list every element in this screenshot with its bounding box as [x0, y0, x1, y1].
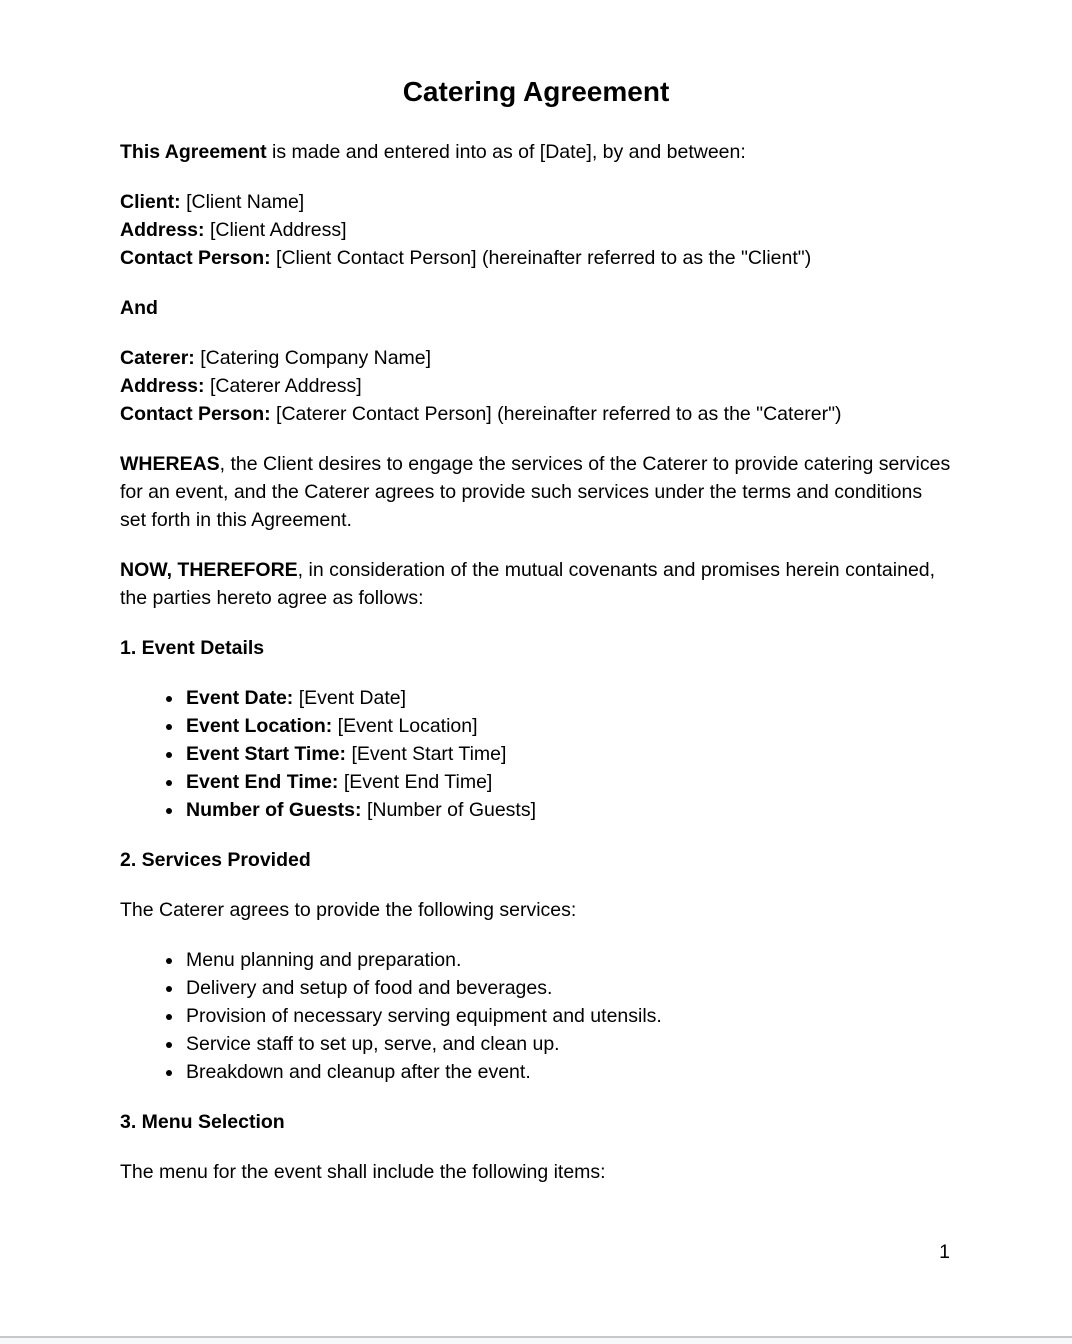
client-address-value: [Client Address] — [204, 219, 347, 241]
client-block — [120, 188, 952, 272]
event-date-value: [Event Date] — [293, 687, 407, 709]
client-contact-line — [120, 244, 952, 272]
client-name-line — [120, 188, 952, 216]
page-bottom-edge — [0, 1336, 1072, 1344]
section-heading-event-details: 1. Event Details — [120, 637, 265, 659]
client-contact-value: [Client Contact Person] (hereinafter referred to as the "Client") — [270, 247, 812, 269]
caterer-contact-line — [120, 400, 952, 428]
list-item — [184, 796, 952, 824]
caterer-contact-value: [Caterer Contact Person] (hereinafter referred to as the "Caterer") — [270, 403, 842, 425]
list-item — [184, 768, 952, 796]
page-number: 1 — [939, 1241, 950, 1263]
caterer-name-line — [120, 344, 952, 372]
connector-and: And — [120, 297, 158, 319]
client-address-label: Address: — [120, 219, 205, 241]
caterer-address-label: Address: — [120, 375, 205, 397]
list-item — [184, 712, 952, 740]
caterer-value: [Catering Company Name] — [194, 347, 432, 369]
intro-paragraph — [120, 138, 952, 166]
list-item: • Service staff to set up, serve, and clean up. — [184, 1030, 952, 1058]
services-list — [120, 946, 952, 1086]
intro-text: is made and entered into as of [Date], by and between: — [266, 141, 746, 163]
whereas-paragraph — [120, 450, 952, 534]
caterer-address-value: [Caterer Address] — [204, 375, 362, 397]
client-label: Client: — [120, 191, 181, 213]
document-title: Catering Agreement — [402, 76, 670, 107]
list-item — [184, 740, 952, 768]
event-details-list — [120, 684, 952, 824]
list-item — [184, 684, 952, 712]
list-item: • Menu planning and preparation. — [184, 946, 952, 974]
number-of-guests-label: Number of Guests: — [186, 799, 362, 821]
caterer-address-line — [120, 372, 952, 400]
intro-bold-lead: This Agreement — [120, 141, 267, 163]
now-therefore-text: , in consideration of the mutual covenants and promises herein contained, the parties hereto agree as follows: — [120, 559, 936, 609]
caterer-block — [120, 344, 952, 428]
event-start-time-label: Event Start Time: — [186, 743, 347, 765]
event-end-time-value: [Event End Time] — [338, 771, 493, 793]
event-start-time-value: [Event Start Time] — [346, 743, 507, 765]
whereas-bold-lead: WHEREAS — [120, 453, 220, 475]
client-contact-label: Contact Person: — [120, 247, 271, 269]
list-item: • Provision of necessary serving equipment and utensils. — [184, 1002, 952, 1030]
caterer-contact-label: Contact Person: — [120, 403, 271, 425]
now-therefore-bold-lead: NOW, THEREFORE — [120, 559, 298, 581]
client-address-line — [120, 216, 952, 244]
section-heading-menu-selection: 3. Menu Selection — [120, 1111, 285, 1133]
section-heading-services-provided: 2. Services Provided — [120, 849, 311, 871]
event-location-label: Event Location: — [186, 715, 333, 737]
caterer-label: Caterer: — [120, 347, 195, 369]
event-location-value: [Event Location] — [332, 715, 478, 737]
whereas-text: , the Client desires to engage the services of the Caterer to provide catering services for an event, and the Caterer agrees to provide such services under the terms and conditions set forth in this Agreement. — [120, 453, 951, 531]
client-value: [Client Name] — [180, 191, 305, 213]
event-date-label: Event Date: — [186, 687, 294, 709]
now-therefore-paragraph — [120, 556, 952, 612]
list-item: • Delivery and setup of food and beverages. — [184, 974, 952, 1002]
services-intro-paragraph: The Caterer agrees to provide the following services: — [120, 899, 577, 921]
number-of-guests-value: [Number of Guests] — [361, 799, 537, 821]
event-end-time-label: Event End Time: — [186, 771, 339, 793]
list-item: • Breakdown and cleanup after the event. — [184, 1058, 952, 1086]
menu-intro-paragraph: The menu for the event shall include the following items: — [120, 1161, 606, 1183]
